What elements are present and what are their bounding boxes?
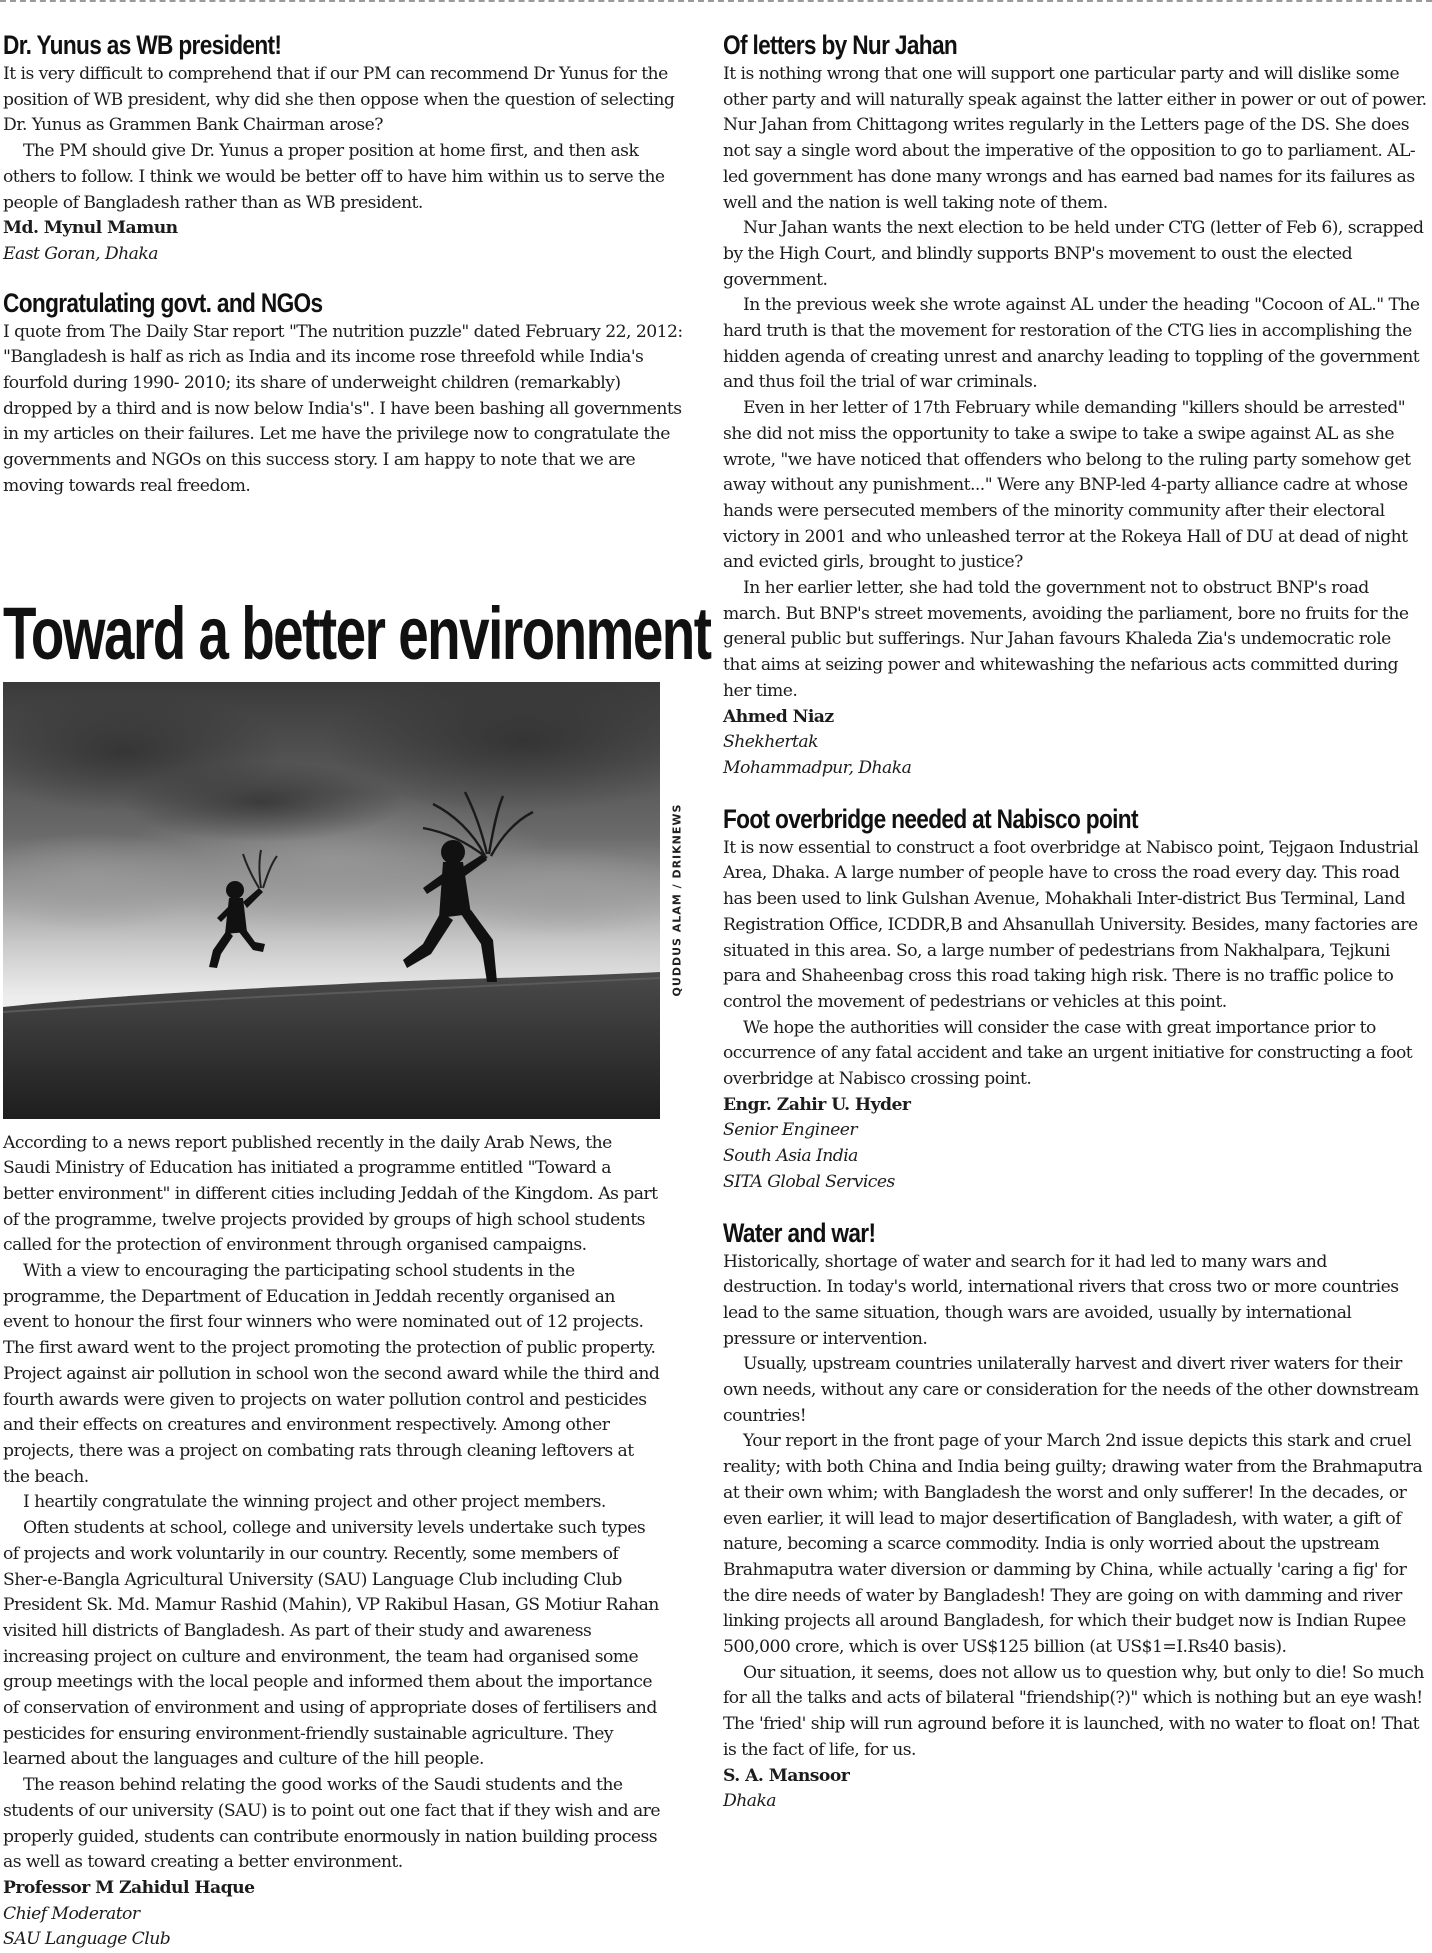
letter-environment xyxy=(3,590,711,1953)
letter-nabisco-body xyxy=(723,836,1428,1093)
author-org: South Asia India xyxy=(723,1146,858,1167)
headline-ngos: Congratulating govt. and NGOs xyxy=(3,287,323,318)
signature-nurjahan xyxy=(723,705,1428,782)
author-org: SAU Language Club xyxy=(3,1929,171,1950)
paragraph: Nur Jahan wants the next election to be held under CTG (letter of Feb 6), scrapped by the High Court, and blindly supports BNP's movement to oust the elected government. xyxy=(723,218,1424,290)
photo-credit-text: QUDDUS ALAM / DRIKNEWS xyxy=(670,803,684,997)
paragraph: With a view to encouraging the participating school students in the programme, the Department of Education in Jeddah recently organised an event to honour the first four winners who were nominated out of 12 projects. The first award went to the project promoting the protection of public property. Project against air pollution in school won the second award while the third and fourth awards were given to projects on water pollution control and pesticides and their effects on creatures and environment respectively. Among other projects, there was a project on combating rats through cleaning leftovers at the beach. xyxy=(3,1261,660,1487)
paragraph: I heartily congratulate the winning project and other project members. xyxy=(23,1492,606,1513)
author-title: Senior Engineer xyxy=(723,1120,858,1141)
author-line: Shekhertak xyxy=(723,732,818,753)
paragraph: According to a news report published recently in the daily Arab News, the Saudi Ministry of Education has initiated a programme entitled "Toward a better environment" in different cities including Jeddah of the Kingdom. As part of the programme, twelve projects provided by groups of high school students called for the protection of environment through organised campaigns. xyxy=(3,1132,658,1256)
signature-nabisco xyxy=(723,1093,1428,1196)
author-location: East Goran, Dhaka xyxy=(3,243,158,264)
author-company: SITA Global Services xyxy=(723,1171,895,1192)
paragraph: The reason behind relating the good works of the Saudi students and the students of our university (SAU) is to point out one fact that if they wish and are properly guided, students can contribute enormously in nation building process as well as toward creating a better environment. xyxy=(3,1775,660,1873)
author-name: Engr. Zahir U. Hyder xyxy=(723,1094,911,1115)
paragraph: We hope the authorities will consider the case with great importance prior to occurrence of any fatal accident and take an urgent initiative for constructing a foot overbridge at Nabisco crossing point. xyxy=(723,1017,1413,1090)
signature-water xyxy=(723,1764,1428,1815)
paragraph: Your report in the front page of your March 2nd issue depicts this stark and cruel reality; with both China and India being guilty; drawing water from the Brahmaputra at their own whim; with Bangladesh the worst and only sufferer! In the decades, or even earlier, it will lead to major desertification of Bangladesh, with water, a gift of nature, becoming a scarce commodity. India is only worried about the upstream Brahmaputra water diversion or damming by China, while actually 'caring a fig' for the dire needs of water by Bangladesh! They are going on with damming and river linking projects all around Bangladesh, for which their budget now is Indian Rupee 500,000 crore, which is over US$125 billion (at US$1=I.Rs40 basis). xyxy=(723,1431,1423,1658)
paragraph: The PM should give Dr. Yunus a proper position at home first, and then ask others to follow. I think we would be better off to have him within us to serve the people of Bangladesh rather than as WB president. xyxy=(3,141,665,213)
photo-block xyxy=(3,682,684,1119)
paragraph: It is very difficult to comprehend that if our PM can recommend Dr Yunus for the position of WB president, why did she then oppose when the question of selecting Dr. Yunus as Grammen Bank Chairman arose? xyxy=(3,64,675,136)
page-top-border xyxy=(0,0,1432,2)
paragraph: Even in her letter of 17th February while demanding "killers should be arrested" she did not miss the opportunity to take a swipe to take a swipe against AL as she wrote, "we have noticed that offenders who belong to the ruling party somehow get away without any punishment..." Were any BNP-led 4-party alliance cadre at whose hands were persecuted members of the minority community after their electoral victory in 2001 and who unleashed terror at the Rokeya Hall of DU at dead of night and evicted girls, brought to justice? xyxy=(723,398,1411,573)
paragraph: It is now essential to construct a foot overbridge at Nabisco point, Tejgaon Industrial Area, Dhaka. A large number of people have to cross the road every day. This road has been used to link Gulshan Avenue, Mohakhali Inter-district Bus Terminal, Land Registration Office, ICDDR,B and Ahsanullah University. Besides, many factories are situated in this area. So, a large number of pedestrians from Nakhalpara, Tejkuni para and Shaheenbag cross this road taking high risk. There is no traffic police to control the movement of pedestrians or vehicles at this point. xyxy=(723,837,1419,1012)
letter-nabisco xyxy=(723,802,1428,1196)
letter-nurjahan xyxy=(723,28,1428,782)
author-name: Professor M Zahidul Haque xyxy=(3,1877,255,1898)
paragraph: I quote from The Daily Star report "The nutrition puzzle" dated February 22, 2012: "Bangladesh is half as rich as India and its income rose threefold while India's fourfold during 1990- 2010; its share of underweight children (remarkably) dropped by a third and is now below India's". I have been bashing all governments in my articles on their failures. Let me have the privilege now to congratulate the governments and NGOs on this success story. I am happy to note that we are moving towards real freedom. xyxy=(3,321,683,496)
author-name: Ahmed Niaz xyxy=(723,706,834,727)
headline-water: Water and war! xyxy=(723,1217,876,1248)
letter-environment-body xyxy=(3,1131,663,1876)
photo-credit xyxy=(671,682,683,1119)
photo-children-running xyxy=(3,682,660,1119)
paragraph: It is nothing wrong that one will support one particular party and will dislike some other party and will naturally speak against the latter either in power or out of power. Nur Jahan from Chittagong writes regularly in the Letters page of the DS. She does not say a single word about the imperative of the opposition to go to parliament. AL-led government has done many wrongs and has earned bad names for its failures as well and the nation is well taking note of them. xyxy=(723,64,1427,213)
letter-ngos-body xyxy=(3,320,693,500)
author-location: Mohammadpur, Dhaka xyxy=(723,757,912,778)
right-column xyxy=(723,28,1428,1815)
signature-yunus xyxy=(3,216,693,267)
left-column xyxy=(3,28,711,1953)
headline-environment: Toward a better environment xyxy=(3,591,711,675)
paragraph: Our situation, it seems, does not allow us to question why, but only to die! So much for all the talks and acts of bilateral "friendship(?)" which is nothing but an eye wash! The 'fried' ship will run aground before it is launched, with no water to float on! That is the fact of life, for us. xyxy=(723,1662,1424,1760)
letter-yunus-body xyxy=(3,62,693,216)
headline-yunus: Dr. Yunus as WB president! xyxy=(3,30,282,60)
letter-nurjahan-body xyxy=(723,62,1428,705)
letter-water xyxy=(723,1216,1428,1815)
author-name: S. A. Mansoor xyxy=(723,1765,850,1786)
author-name: Md. Mynul Mamun xyxy=(3,218,178,239)
author-location: Dhaka xyxy=(723,1791,777,1812)
letter-ngos xyxy=(3,286,693,500)
paragraph: In her earlier letter, she had told the government not to obstruct BNP's road march. But BNP's street movements, avoiding the parliament, bore no fruits for the general public but sufferings. Nur Jahan favours Khaleda Zia's undemocratic role that aims at seizing power and whitewashing the nefarious acts committed during her time. xyxy=(723,578,1409,701)
author-title: Chief Moderator xyxy=(3,1903,140,1924)
letter-water-body xyxy=(723,1250,1428,1764)
letter-yunus xyxy=(3,28,693,268)
paragraph: In the previous week she wrote against AL under the heading "Cocoon of AL." The hard truth is that the movement for restoration of the CTG lies in accomplishing the hidden agenda of creating unrest and anarchy leading to toppling of the government and thus foil the trial of war criminals. xyxy=(723,295,1420,393)
signature-environment xyxy=(3,1876,693,1953)
paragraph: Usually, upstream countries unilaterally harvest and divert river waters for their own needs, without any care or consideration for the needs of the other downstream countries! xyxy=(723,1354,1419,1426)
paragraph: Historically, shortage of water and search for it had led to many wars and destruction. In today's world, international rivers that cross two or more countries lead to the same situation, though wars are avoided, usually by international pressure or intervention. xyxy=(723,1251,1399,1349)
headline-nabisco: Foot overbridge needed at Nabisco point xyxy=(723,803,1138,834)
paragraph: Often students at school, college and university levels undertake such types of projects and work voluntarily in our country. Recently, some members of Sher-e-Bangla Agricultural University (SAU) Language Club including Club President Sk. Md. Mamur Rashid (Mahin), VP Rakibul Hasan, GS Motiur Rahan visited hill districts of Bangladesh. As part of their study and awareness increasing project on culture and environment, the team had organised some group meetings with the local people and informed them about the importance of conservation of environment and using of appropriate doses of fertilisers and pesticides for ensuring environment-friendly sustainable agriculture. They learned about the languages and culture of the hill people. xyxy=(3,1518,659,1770)
headline-nurjahan: Of letters by Nur Jahan xyxy=(723,30,958,60)
